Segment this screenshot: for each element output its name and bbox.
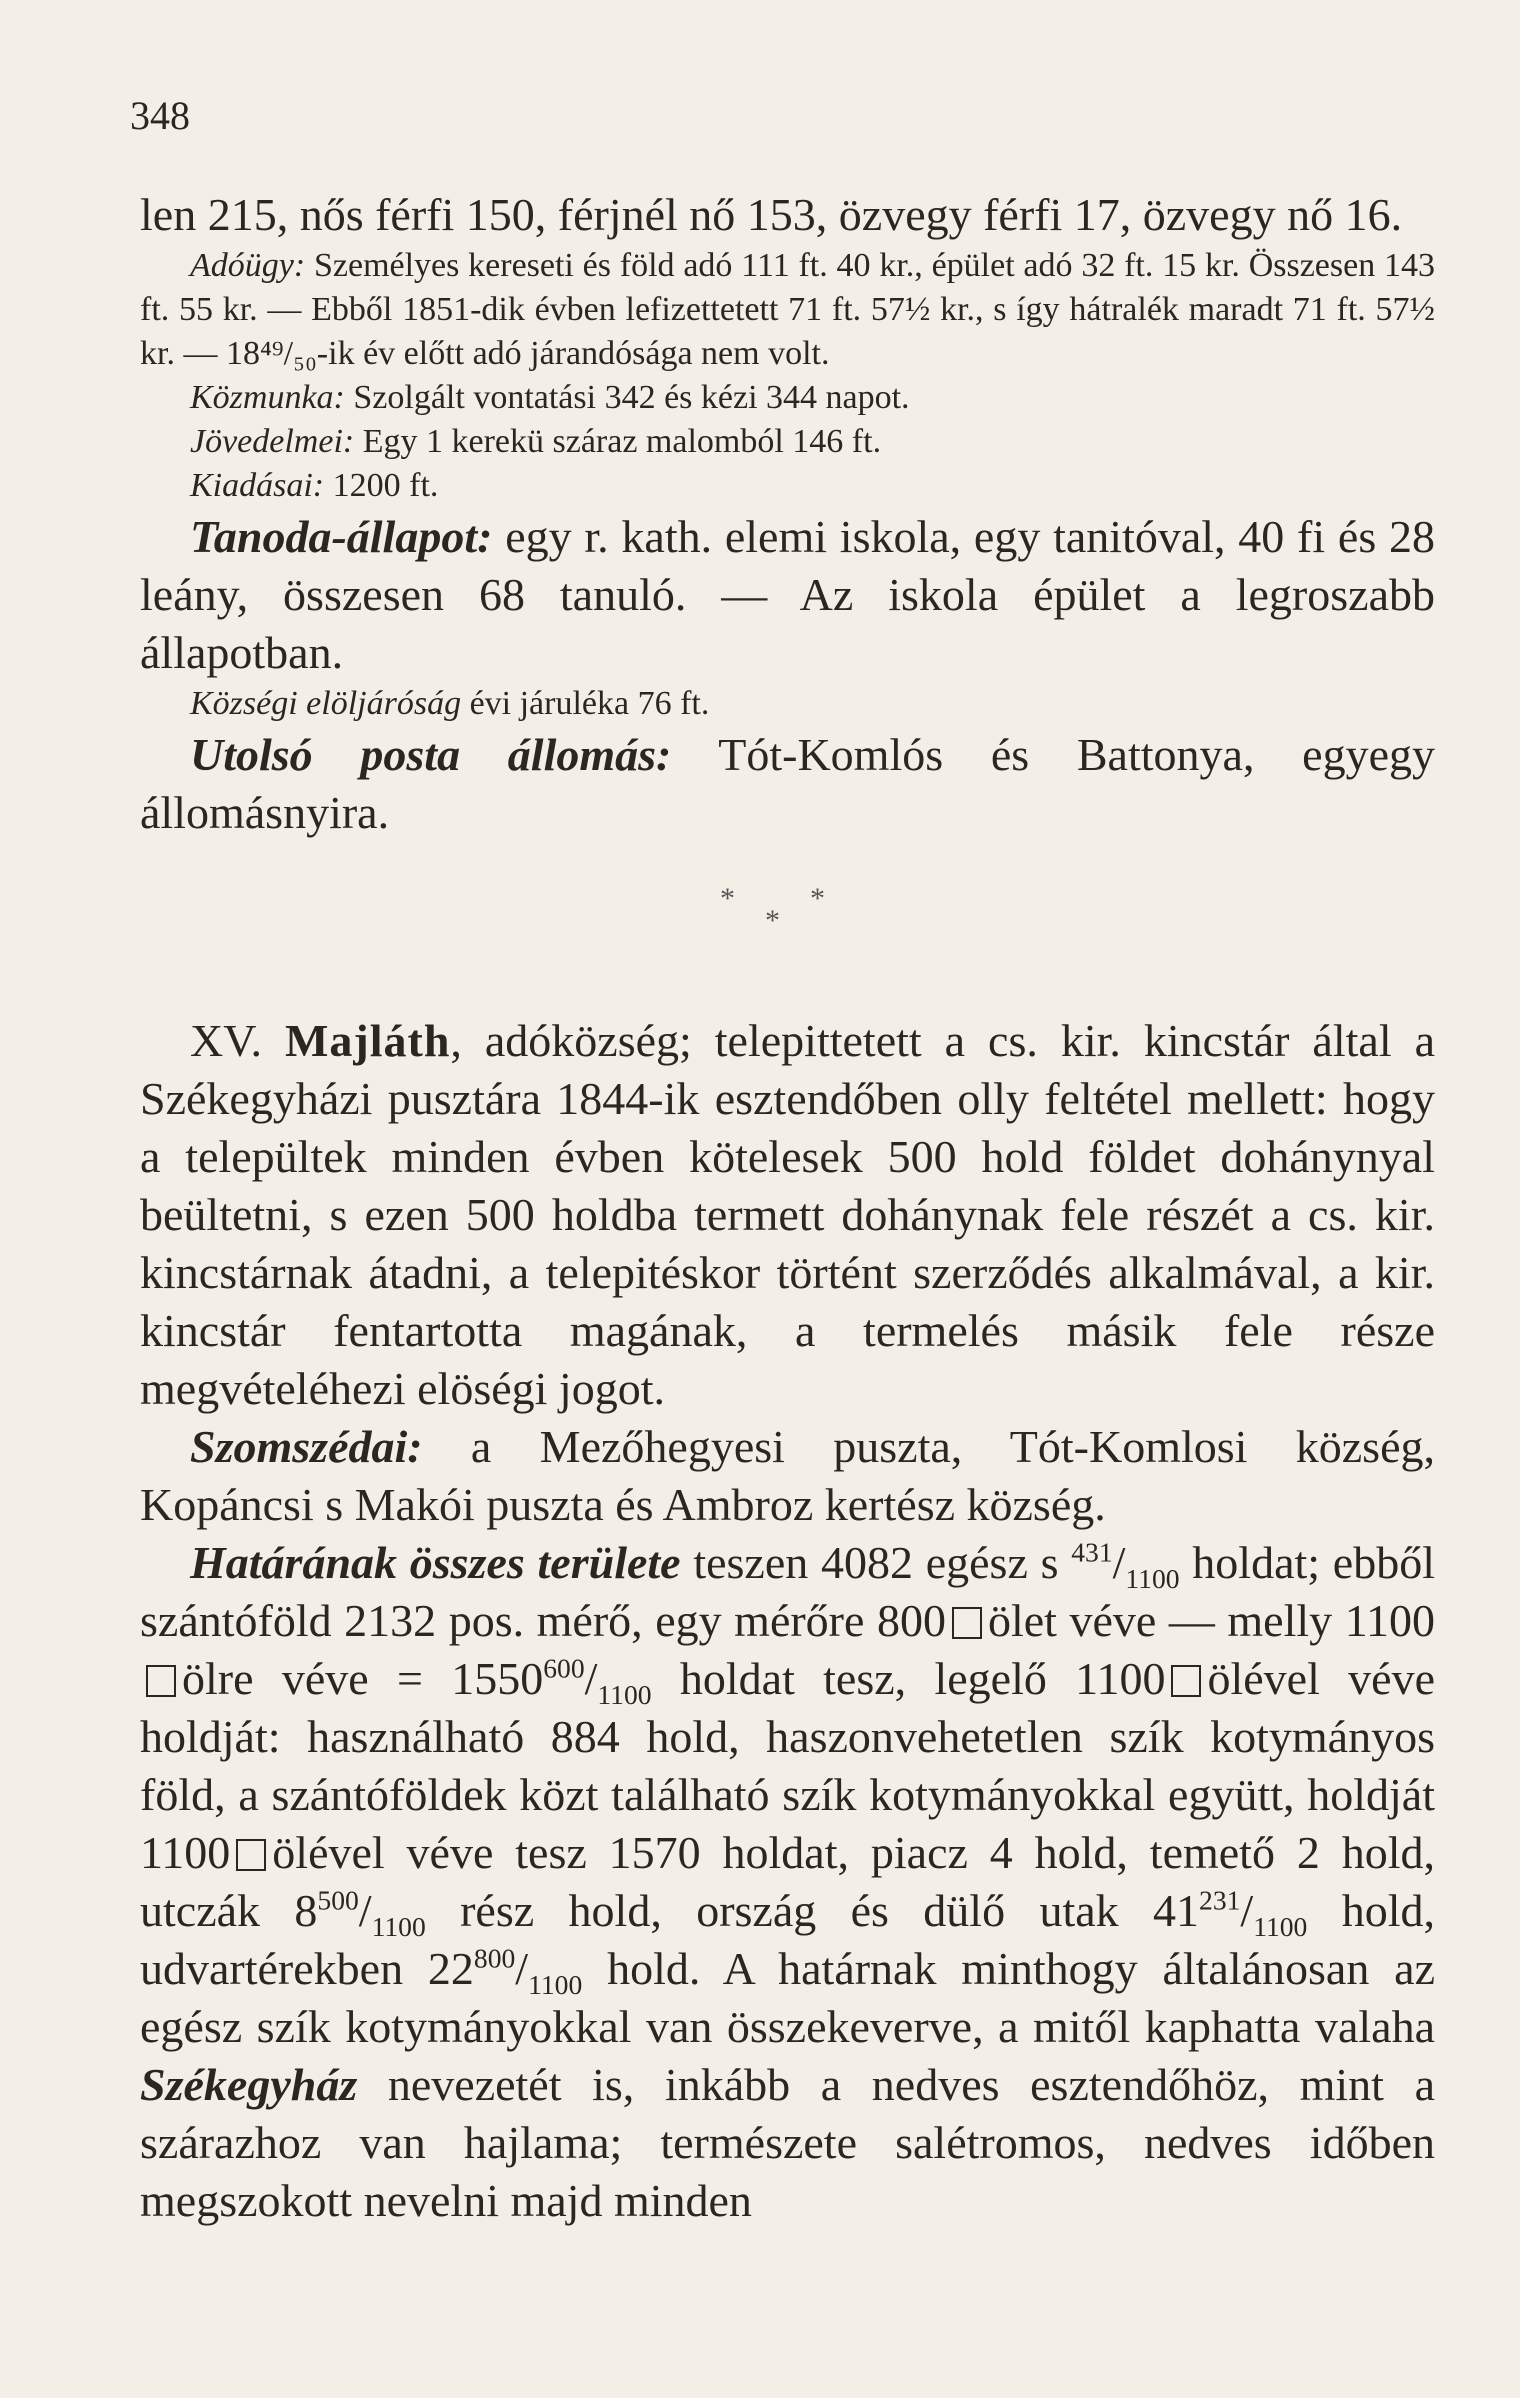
label-jovedelmei: Jövedelmei: [190, 423, 355, 460]
text-adougy: Személyes kereseti és föld adó 111 ft. 40 kr., épület adó 32 ft. 15 kr. Összesen 143 ft. 55 kr. — Ebből 1851-dik évben lefizettetett 71 ft. 57½ kr., s így hátralék maradt 71 ft. 57½ kr. — 18⁴⁹/₅₀-ik év előtt adó járandósága nem volt. [140, 247, 1435, 372]
fraction-numerator: 800 [473, 1942, 516, 1974]
label-kozsegi: Községi elöljáróság [190, 685, 462, 722]
section-name: Majláth [284, 1015, 451, 1066]
page-content [140, 186, 1435, 2230]
square-unit-icon [952, 1607, 982, 1639]
paragraph-szomszedai [140, 1418, 1435, 1534]
label-kiadasai: Kiadásai: [190, 467, 325, 504]
fraction-denominator: 1100 [371, 1911, 426, 1943]
paragraph-jovedelmei [140, 420, 1435, 464]
section-text: , adóközség; telepittetett a cs. kir. kincstár által a Székegyházi pusztára 1844-ik esztendőben olly feltétel mellett: hogy a települtek minden évben kötelesek 500 hold földet dohánynyal beültetni, s ezen 500 holdba termett dohánynak fele részét a cs. kir. kincstárnak átadni, a telepitéskor történt szerződés alkalmával, a kir. kincstár fentartotta magának, a termelés másik fele része megvételéhezi elöségi jogot. [140, 1015, 1435, 1414]
label-adougy: Adóügy: [190, 247, 306, 284]
text-jovedelmei: Egy 1 kerekü száraz malomból 146 ft. [354, 423, 882, 460]
separator-star: * [765, 904, 810, 937]
fraction-numerator: 431 [1071, 1536, 1113, 1568]
text-hatar-2: holdat; ebből szántóföld 2132 pos. mérő, egy mérőre 800 [140, 1537, 1435, 1646]
section-numeral: XV. [190, 1015, 263, 1066]
paragraph-kiadasai [140, 464, 1435, 508]
fraction-denominator: 1100 [1125, 1563, 1180, 1595]
fraction-numerator: 600 [543, 1652, 585, 1684]
fraction-numerator: 500 [317, 1884, 359, 1916]
section-separator [140, 884, 1435, 974]
paragraph-population: len 215, nős férfi 150, férjnél nő 153, özvegy férfi 17, özvegy nő 16. [140, 189, 1403, 240]
text-kozsegi: évi járuléka 76 ft. [461, 685, 710, 722]
text-kiadasai: 1200 ft. [324, 467, 439, 504]
text-posta: Tót-Komlós és Battonya, egyegy állomásnyira. [140, 729, 1435, 838]
label-tanoda: Tanoda-állapot: [190, 511, 493, 562]
paragraph-section-xv [140, 1012, 1435, 1418]
text-kozmunka: Szolgált vontatási 342 és kézi 344 napot. [344, 379, 910, 416]
separator-star: * [720, 882, 765, 915]
paragraph-posta [140, 726, 1435, 842]
paragraph-hatar: Határának összes területe teszen 4082 egész s $^{431}/_{1100}$ holdat; ebből szántóföld 2132 pos. mérő, egy mérőre 800 ölet véve — melly 1100ölre véve = $1550^{600}/_{1100}$ holdat tesz, legelő 1100 ölével véve holdját: használható 884 hold, haszonvehetetlen szík kotymányos föld, a szántóföldek közt található szík kotymányokkal együtt, holdját 1100 ölével véve tesz 1570 holdat, piacz 4 hold, temető 2 hold, utczák $8^{500}/_{1100}$ rész hold, ország és dülő utak $41^{231}/_{1100}$ hold, udvartérekben $22^{800}/_{1100}$ hold. A határnak minthogy általánosan az egész szík kotymányokkal van összekeverve, a mitől kaphatta valaha Székegyház nevezetét is, inkább a nedves esztendőhöz, mint a szárazhoz van hajlama; természete salétromos, nedves időben megszokott nevelni majd minden [140, 1536, 1436, 2226]
paragraph-kozmunka [140, 376, 1435, 420]
label-posta: Utolsó posta állomás: [190, 729, 672, 780]
text-hatar-5: holdat tesz, legelő 1100 [651, 1653, 1166, 1704]
text-hatar-8: rész hold, ország és dülő utak 41 [425, 1885, 1200, 1936]
paragraph-kozsegi [140, 682, 1435, 726]
label-hatar: Határának összes területe [190, 1537, 681, 1588]
text-tanoda: egy r. kath. elemi iskola, egy tanitóval, 40 fi és 28 leány, összesen 68 tanuló. — Az iskola épület a legroszabb állapotban. [140, 511, 1435, 678]
text-hatar-1: teszen 4082 egész s [680, 1537, 1072, 1588]
square-unit-icon [236, 1839, 266, 1871]
separator-star: * [810, 882, 855, 915]
page-number: 348 [130, 93, 190, 138]
square-unit-icon [146, 1665, 176, 1697]
text-hatar-11: nevezetét is, inkább a nedves esztendőhöz, mint a szárazhoz van hajlama; természete salétromos, nedves időben megszokott nevelni majd minden [140, 2059, 1435, 2226]
text-szomszedai: a Mezőhegyesi puszta, Tót-Komlosi község, Kopáncsi s Makói puszta és Ambroz kertész község. [140, 1421, 1435, 1530]
text-hatar-4: ölre véve = 1550 [182, 1653, 544, 1704]
paragraph-tanoda [140, 508, 1435, 682]
label-kozmunka: Közmunka: [190, 379, 345, 416]
paragraph-adougy [140, 244, 1435, 376]
fraction-denominator: 1100 [1253, 1911, 1308, 1943]
fraction-denominator: 1100 [528, 1969, 583, 2001]
square-unit-icon [1171, 1665, 1201, 1697]
label-szomszedai: Szomszédai: [190, 1421, 423, 1472]
text-hatar-3: ölet véve — melly 1100 [987, 1595, 1435, 1646]
fraction-numerator: 231 [1199, 1884, 1241, 1916]
place-name-szekegyhaz: Székegyház [140, 2059, 358, 2110]
fraction-denominator: 1100 [597, 1679, 652, 1711]
text-hatar-7: ölével véve tesz 1570 holdat, piacz 4 hold, temető 2 hold, utczák 8 [140, 1827, 1435, 1936]
text-hatar-9: hold, udvartérekben 22 [140, 1885, 1436, 1994]
text-hatar-6: ölével véve holdját: használható 884 hold, haszonvehetetlen szík kotymányos föld, a szántóföldek közt található szík kotymányokkal együtt, holdját 1100 [140, 1653, 1436, 1878]
text-hatar-10: hold. A határnak minthogy általánosan az egész szík kotymányokkal van összekeverve, a mitől kaphatta valaha [140, 1943, 1435, 2052]
